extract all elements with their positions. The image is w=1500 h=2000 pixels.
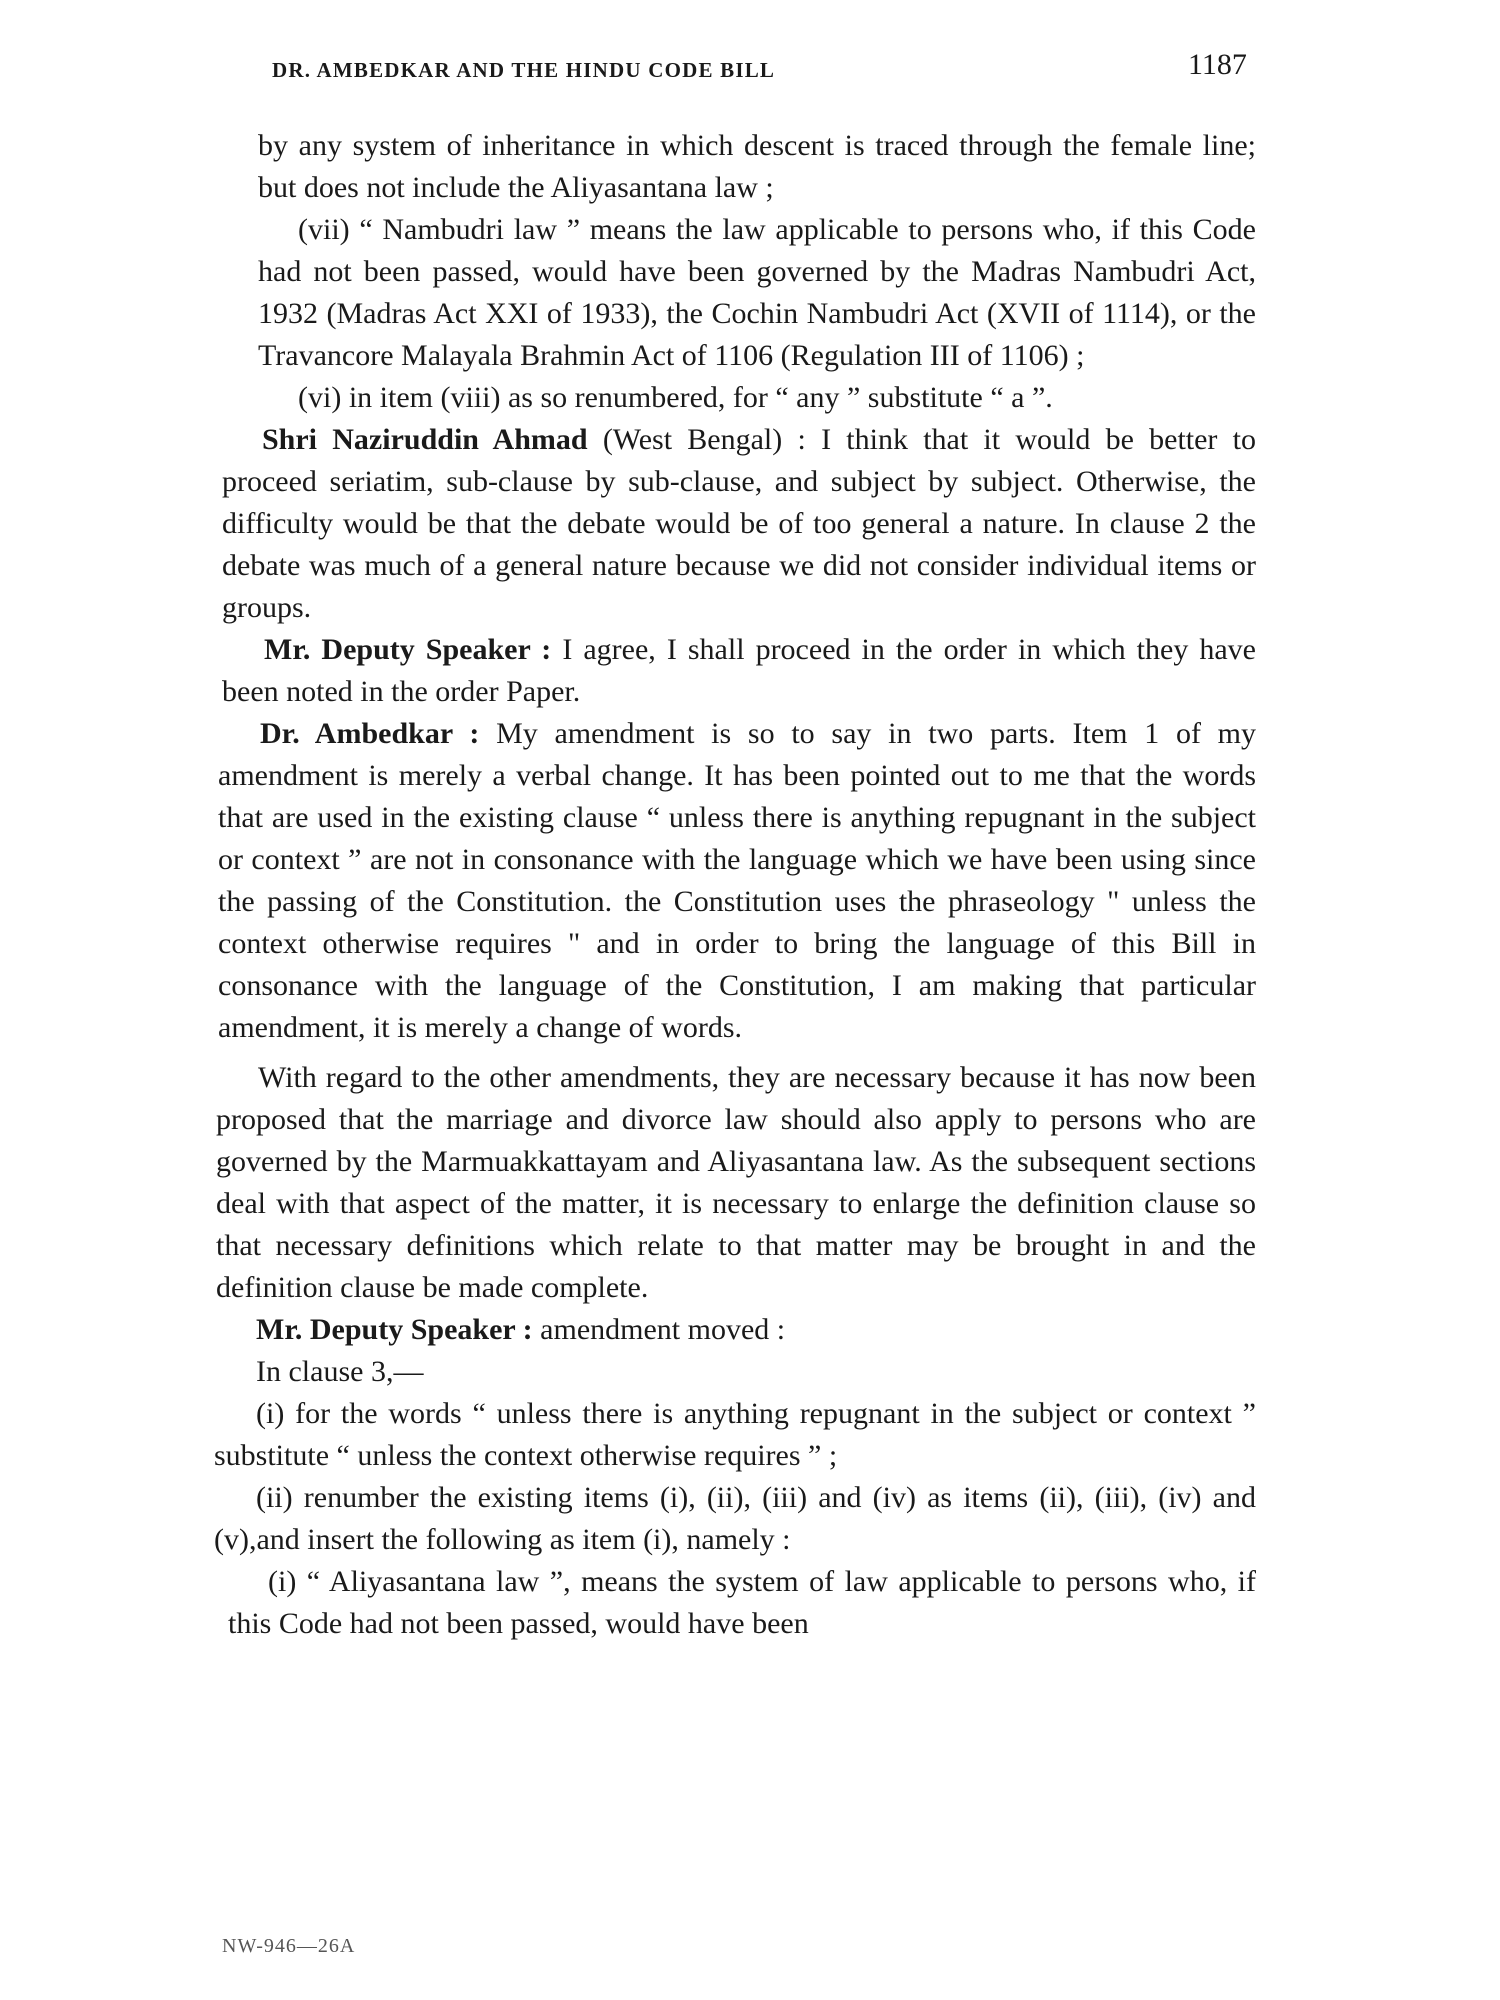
speaker-name: Mr. Deputy Speaker :: [256, 1313, 533, 1346]
paragraph-text: by any system of inheritance in which descent is traced through the female line; but does not include the Aliyasantana law ;: [258, 129, 1256, 204]
paragraph-4: [222, 419, 1256, 629]
paragraph-8: [214, 1309, 1256, 1351]
paragraph-text: (ii) renumber the existing items (i), (ii), (iii) and (iv) as items (ii), (iii), (iv) and (v),and insert the following as item (i), namely :: [214, 1481, 1256, 1556]
paragraph-text: In clause 3,—: [256, 1355, 424, 1388]
paragraph-7: [216, 1057, 1256, 1309]
paragraph-9: [214, 1351, 1256, 1393]
paragraph-text: I agree, I shall proceed in the order in which they have been noted in the order Paper.: [222, 633, 1256, 708]
paragraph-text: (vii) “ Nambudri law ” means the law applicable to persons who, if this Code had not been passed, would have been governed by the Madras Nambudri Act, 1932 (Madras Act XXI of 1933), the Cochin Nambudri Act (XVII of 1114), or the Travancore Malayala Brahmin Act of 1106 (Regulation III of 1106) ;: [258, 213, 1256, 372]
speaker-name: Dr. Ambedkar :: [260, 717, 480, 750]
paragraph-text: amendment moved :: [532, 1313, 786, 1346]
paragraph-6: [218, 713, 1256, 1049]
page-number: 1187: [1188, 48, 1247, 81]
paragraph-text: My amendment is so to say in two parts. Item 1 of my amendment is merely a verbal change. It has been pointed out to me that the words that are used in the existing clause “ unless there is anything repugnant in the subject or context ” are not in consonance with the language which we have been using since the passing of the Constitution. the Constitution uses the phraseology " unless the context otherwise requires " and in order to bring the language of this Bill in consonance with the language of the Constitution, I am making that particular amendment, it is merely a change of words.: [218, 717, 1257, 1044]
paragraph-3: [258, 377, 1256, 419]
paragraph-10: [214, 1393, 1256, 1477]
paragraph-text: (vi) in item (viii) as so renumbered, for “ any ” substitute “ a ”.: [298, 381, 1053, 414]
paragraph-5: [222, 629, 1256, 713]
paragraph-text: With regard to the other amendments, they are necessary because it has now been proposed that the marriage and divorce law should also apply to persons who are governed by the Marmuakkattayam and Aliyasantana law. As the subsequent sections deal with that aspect of the matter, it is necessary to enlarge the definition clause so that necessary definitions which relate to that matter may be brought in and the definition clause be made complete.: [216, 1061, 1256, 1304]
paragraph-text: (i) for the words “ unless there is anything repugnant in the subject or context ” substitute “ unless the context otherwise requires ” ;: [214, 1397, 1256, 1472]
paragraph-11: [214, 1477, 1256, 1561]
footer-code: NW-946—26A: [222, 1935, 356, 1957]
paragraph-text: (West Bengal) : I think that it would be better to proceed seriatim, sub-clause by sub-clause, and subject by subject. Otherwise, the difficulty would be that the debate would be of too general a nature. In clause 2 the debate was much of a general nature because we did not consider individual items or groups.: [222, 423, 1256, 624]
speaker-name: Shri Naziruddin Ahmad: [262, 423, 588, 456]
paragraph-12: [228, 1561, 1256, 1645]
running-head: DR. AMBEDKAR AND THE HINDU CODE BILL: [272, 58, 776, 82]
paragraph-2: [258, 209, 1256, 377]
body-text: [214, 125, 1257, 1645]
paragraph-1: [258, 125, 1256, 209]
paragraph-text: (i) “ Aliyasantana law ”, means the system of law applicable to persons who, if this Code had not been passed, would have been: [228, 1565, 1256, 1640]
speaker-name: Mr. Deputy Speaker :: [264, 633, 552, 666]
